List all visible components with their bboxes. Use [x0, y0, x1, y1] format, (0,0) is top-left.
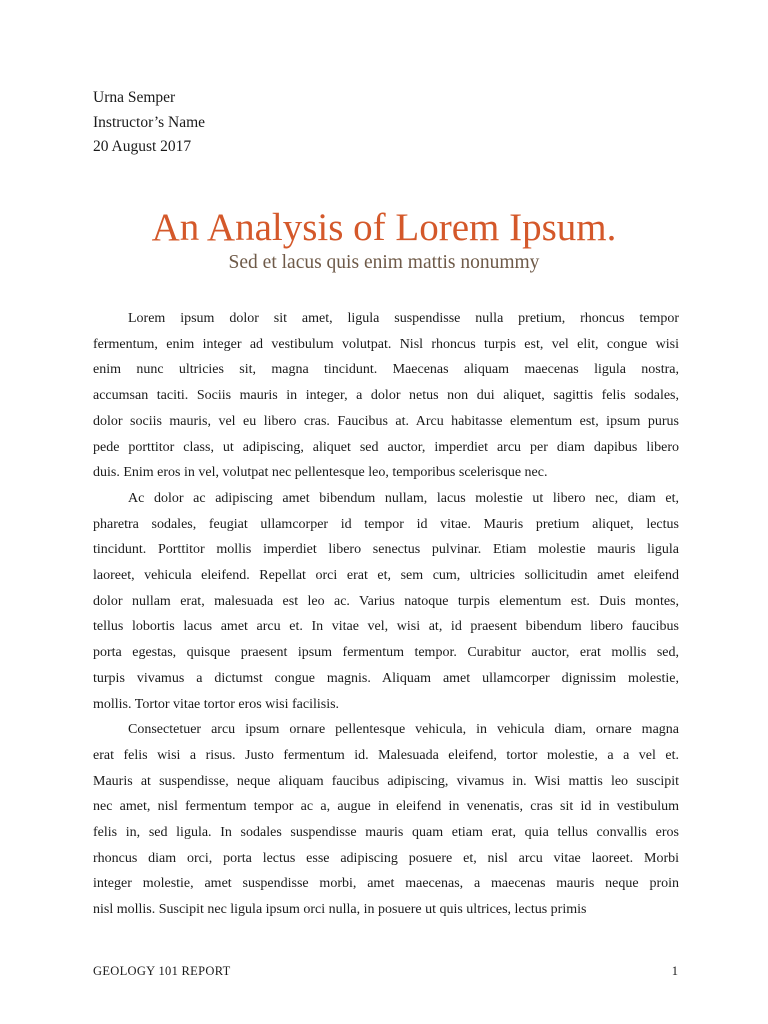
paragraph-line: tincidunt. Porttitor mollis imperdiet libero senectus pulvinar. Etiam molestie mauris ligula [93, 542, 679, 558]
document-subtitle: Sed et lacus quis enim mattis nonummy [228, 252, 540, 273]
paragraph-line: accumsan taciti. Sociis mauris in integer, a dolor netus non dui aliquet, sagittis felis sodales, [93, 388, 679, 404]
paragraph-line: rhoncus diam orci, porta lectus esse adipiscing posuere et, nisl arcu vitae laoreet. Morbi [93, 850, 679, 866]
paragraph-line: porta egestas, quisque praesent ipsum fermentum tempor. Curabitur auctor, erat mollis sed, [93, 645, 679, 661]
document-title: An Analysis of Lorem Ipsum. [151, 206, 617, 249]
body-text [93, 306, 679, 923]
paragraph-line: Mauris at suspendisse, neque aliquam faucibus adipiscing, vivamus in. Wisi mattis leo suscipit [93, 773, 679, 789]
paragraph-line: duis. Enim eros in vel, volutpat nec pellentesque leo, temporibus scelerisque nec. [93, 465, 548, 481]
date: 20 August 2017 [93, 138, 192, 155]
paragraph-line: fermentum, enim integer ad vestibulum volutpat. Nisl rhoncus turpis est, vel elit, congue wisi [93, 336, 679, 352]
paragraph-line: mollis. Tortor vitae tortor eros wisi facilisis. [93, 696, 340, 712]
paragraph-line: nisl mollis. Suscipit nec ligula ipsum orci nulla, in posuere ut quis ultrices, lectus primis [93, 902, 587, 918]
paragraph-line: nec amet, nisl fermentum tempor ac a, augue in eleifend in venenatis, cras sit id in vestibulum [93, 799, 679, 815]
paragraph-line: Consectetuer arcu ipsum ornare pellentesque vehicula, in vehicula diam, ornare magna [128, 722, 679, 738]
paragraph-line: erat felis wisi a risus. Justo fermentum id. Malesuada eleifend, tortor molestie, a a vel et. [93, 747, 679, 763]
paragraph-line: tellus lobortis lacus amet arcu et. In vitae vel, wisi at, id praesent bibendum libero faucibus [93, 619, 679, 635]
paragraph-line: Lorem ipsum dolor sit amet, ligula suspendisse nulla pretium, rhoncus tempor [128, 311, 679, 326]
paragraph-line: dolor nullam erat, malesuada est leo ac. Varius natoque turpis elementum est. Duis montes, [93, 593, 679, 609]
paragraph-line: pharetra sodales, feugiat ullamcorper id tempor id vitae. Mauris pretium aliquet, lectus [93, 516, 679, 532]
paragraph-line: dolor sociis mauris, vel eu libero cras. Faucibus at. Arcu habitasse elementum est, ipsum purus [93, 413, 679, 429]
instructor-name: Instructor’s Name [93, 113, 206, 131]
footer-label: GEOLOGY 101 REPORT [93, 964, 231, 978]
paragraph-line: enim nunc ultricies sit, magna tincidunt. Maecenas aliquam maecenas ligula nostra, [93, 362, 679, 378]
paragraph-line: Ac dolor ac adipiscing amet bibendum nullam, lacus molestie ut libero nec, diam et, [128, 490, 679, 506]
paragraph-line: integer molestie, amet suspendisse morbi, amet maecenas, a maecenas mauris neque proin [93, 876, 679, 892]
paragraph-line: laoreet, vehicula eleifend. Repellat orci erat et, sem cum, ultricies sollicitudin amet eleifend [93, 568, 679, 584]
paragraph-line: turpis vivamus a dictumst congue magnis. Aliquam amet ullamcorper dignissim molestie, [93, 670, 679, 686]
author-name: Urna Semper [93, 89, 176, 106]
header-block [93, 86, 205, 160]
page-number: 1 [671, 964, 678, 978]
paragraph-line: pede porttitor class, ut adipiscing, aliquet sed auctor, imperdiet arcu per diam dapibus libero [93, 439, 679, 455]
paragraph-line: felis in, sed ligula. In sodales suspendisse mauris quam etiam erat, quia tellus convallis eros [93, 825, 679, 841]
